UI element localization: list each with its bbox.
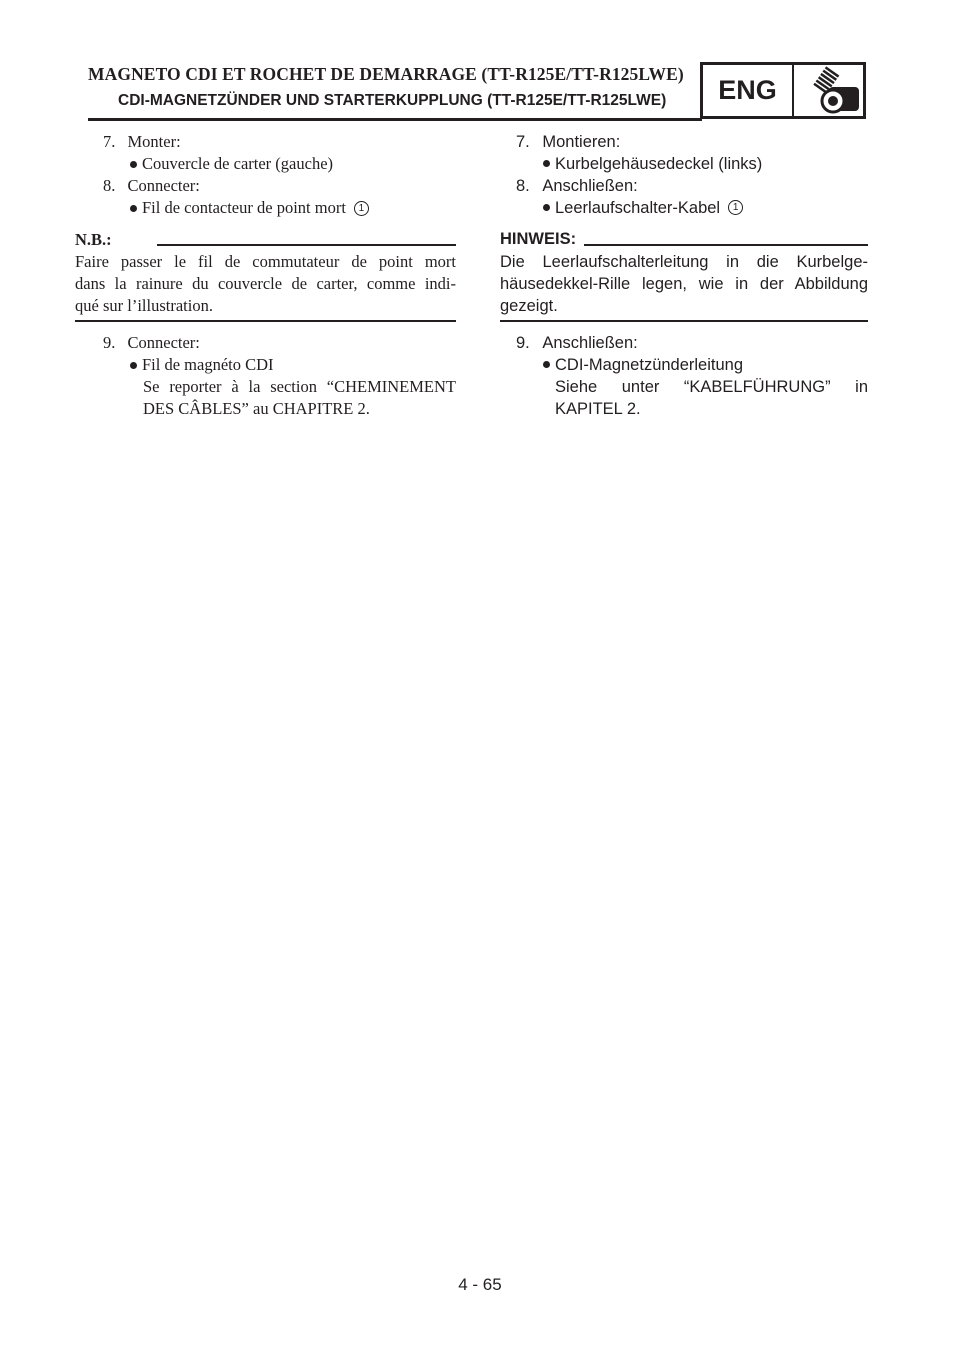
bullet-icon bbox=[130, 161, 137, 168]
fr-step7 bbox=[103, 131, 181, 153]
de-note-top-rule bbox=[584, 244, 868, 246]
fr-step8-label: Connecter: bbox=[127, 176, 200, 195]
engine-bolt-icon bbox=[795, 65, 863, 116]
de-step8-num: 8. bbox=[516, 177, 530, 195]
fr-step8-item bbox=[130, 197, 369, 219]
ref-number-1: 1 bbox=[728, 200, 743, 215]
fr-note-line3: qué sur l’illustration. bbox=[75, 296, 213, 315]
de-note-line2: häusedekkel-Rille legen, wie in der Abbildung bbox=[500, 275, 868, 293]
eng-badge bbox=[700, 62, 866, 119]
fr-step7-item-text: Couvercle de carter (gauche) bbox=[142, 154, 334, 173]
bullet-icon bbox=[130, 205, 137, 212]
ref-number-1: 1 bbox=[354, 201, 369, 216]
fr-note-label: N.B.: bbox=[75, 230, 112, 249]
bullet-icon bbox=[543, 204, 550, 211]
de-step9 bbox=[516, 332, 638, 354]
de-step7-num: 7. bbox=[516, 133, 530, 151]
fr-step8-item-text: Fil de contacteur de point mort bbox=[142, 198, 346, 217]
fr-step9-label: Connecter: bbox=[127, 333, 200, 352]
de-step9-num: 9. bbox=[516, 334, 530, 352]
de-step7-item-text: Kurbelgehäusedeckel (links) bbox=[555, 155, 763, 173]
de-note-line3: gezeigt. bbox=[500, 297, 558, 315]
de-step7-item bbox=[543, 153, 762, 175]
de-step7-label: Montieren: bbox=[542, 133, 621, 151]
header-title-fr: MAGNETO CDI ET ROCHET DE DEMARRAGE (TT-R125E/TT-R125LWE) bbox=[88, 64, 684, 84]
de-step8-item bbox=[543, 197, 743, 219]
fr-step9-item bbox=[130, 354, 274, 376]
fr-note-line1: Faire passer le fil de commutateur de point mort bbox=[75, 252, 456, 271]
de-step9-item bbox=[543, 354, 743, 376]
fr-step8 bbox=[103, 175, 200, 197]
page-number: 4 - 65 bbox=[458, 1275, 502, 1294]
eng-label: ENG bbox=[718, 75, 777, 105]
bullet-icon bbox=[130, 362, 137, 369]
badge-divider bbox=[792, 65, 794, 116]
fr-note-line2: dans la rainure du couvercle de carter, comme indi- bbox=[75, 274, 456, 293]
bullet-icon bbox=[543, 361, 550, 368]
de-step9-item-text: CDI-Magnetzünderleitung bbox=[555, 356, 744, 374]
fr-note-bottom-rule bbox=[75, 320, 456, 322]
de-note-label: HINWEIS: bbox=[500, 230, 577, 248]
fr-step9-ref-line1: Se reporter à la section “CHEMINEMENT bbox=[143, 377, 456, 396]
de-note-line1: Die Leerlaufschalterleitung in die Kurbelge- bbox=[500, 253, 868, 271]
fr-step8-num: 8. bbox=[103, 176, 116, 195]
de-step8-label: Anschließen: bbox=[542, 177, 638, 195]
fr-step9-item-text: Fil de magnéto CDI bbox=[142, 355, 274, 374]
header-rule bbox=[88, 118, 702, 121]
fr-step9-ref-line2: DES CÂBLES” au CHAPITRE 2. bbox=[143, 399, 370, 418]
de-step9-label: Anschließen: bbox=[542, 334, 638, 352]
de-step8 bbox=[516, 175, 638, 197]
fr-note-top-rule bbox=[157, 244, 456, 246]
de-step7 bbox=[516, 131, 620, 153]
de-step9-ref-line2: KAPITEL 2. bbox=[555, 400, 641, 418]
fr-step7-item bbox=[130, 153, 333, 175]
fr-step7-num: 7. bbox=[103, 132, 116, 151]
header-title-de: CDI-MAGNETZÜNDER UND STARTERKUPPLUNG (TT-R125E/TT-R125LWE) bbox=[118, 92, 667, 109]
de-step9-ref-line1: Siehe unter “KABELFÜHRUNG” in bbox=[555, 378, 868, 396]
de-note-bottom-rule bbox=[500, 320, 868, 322]
fr-step9-num: 9. bbox=[103, 333, 116, 352]
fr-step7-label: Monter: bbox=[127, 132, 181, 151]
bullet-icon bbox=[543, 160, 550, 167]
fr-step9 bbox=[103, 332, 200, 354]
de-step8-item-text: Leerlaufschalter-Kabel bbox=[555, 199, 721, 217]
